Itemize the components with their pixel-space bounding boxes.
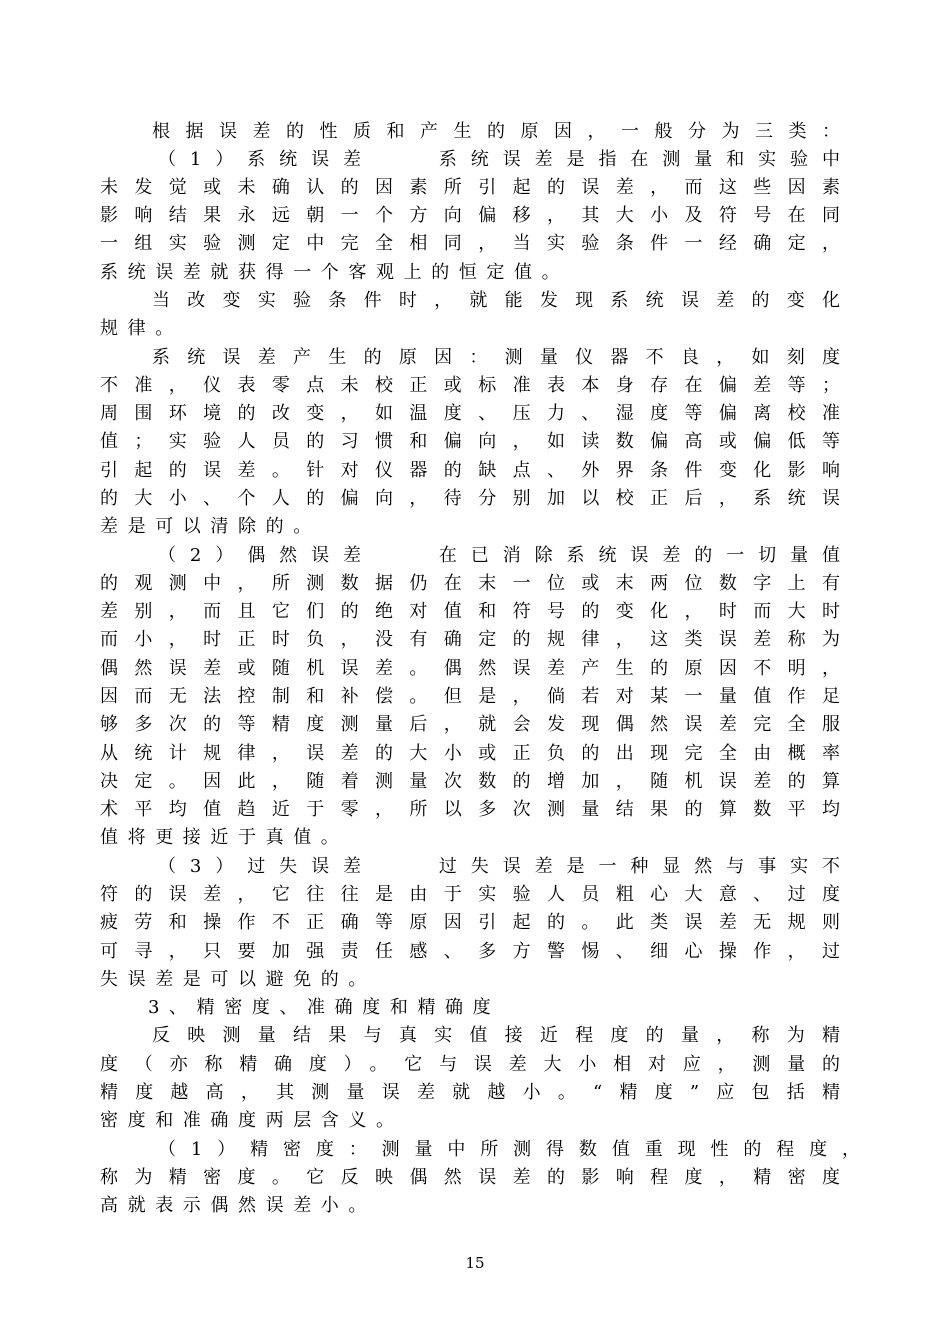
text-line: 差别，而且它们的绝对值和符号的变化，时而大时 <box>100 601 840 622</box>
text-line: 而小，时正时负，没有确定的规律，这类误差称为 <box>100 629 840 650</box>
text-line: 值；实验人员的习惯和偏向，如读数偏高或偏低等 <box>100 431 840 452</box>
text-line: 可寻，只要加强责任感、多方警惕、细心操作，过 <box>100 941 840 962</box>
text-line: 引起的误差。针对仪器的缺点、外界条件变化影响 <box>100 460 840 481</box>
text-line: 高就表示偶然误差小。 <box>100 1195 376 1216</box>
text-line: 周围环境的改变，如温度、压力、湿度等偏离校准 <box>100 403 840 424</box>
text-line: 反映测量结果与真实值接近程度的量，称为精 <box>152 1025 840 1046</box>
text-line: 影响结果永远朝一个方向偏移，其大小及符号在同 <box>100 205 840 226</box>
text-line: 符的误差，它往往是由于实验人员粗心大意、过度 <box>100 884 840 905</box>
text-line: 系统误差产生的原因：测量仪器不良，如刻度 <box>152 347 840 368</box>
text-line: 值将更接近于真值。 <box>100 827 349 848</box>
text-line: 不准，仪表零点未校正或标准表本身存在偏差等； <box>100 375 840 396</box>
text-line: 根据误差的性质和产生的原因，一般分为三类： <box>152 121 840 142</box>
text-line: 密度和准确度两层含义。 <box>100 1110 404 1131</box>
text-line: 当改变实验条件时，就能发现系统误差的变化 <box>152 290 840 311</box>
text-line: 因而无法控制和补偿。但是，倘若对某一量值作足 <box>100 686 840 707</box>
text-line: 从统计规律，误差的大小或正负的出现完全由概率 <box>100 743 840 764</box>
text-line: （3）过失误差 过失误差是一种显然与事实不 <box>158 856 840 877</box>
text-line: 规律。 <box>100 318 183 339</box>
text-line: 系统误差就获得一个客观上的恒定值。 <box>100 262 570 283</box>
text-line: 失误差是可以避免的。 <box>100 969 376 990</box>
text-line: 疲劳和操作不正确等原因引起的。此类误差无规则 <box>100 912 840 933</box>
text-line: 精度越高，其测量误差就越小。“精度”应包括精 <box>100 1082 840 1103</box>
section-heading: 3、精密度、准确度和精确度 <box>148 997 501 1018</box>
text-line: 偶然误差或随机误差。偶然误差产生的原因不明， <box>100 658 840 679</box>
text-line: 称为精密度。它反映偶然误差的影响程度，精密度 <box>100 1167 840 1188</box>
text-line: 够多次的等精度测量后，就会发现偶然误差完全服 <box>100 714 840 735</box>
text-line: 度（亦称精确度）。它与误差大小相对应，测量的 <box>100 1054 840 1075</box>
text-line: （1）精密度：测量中所测得数值重现性的程度， <box>158 1139 860 1160</box>
text-line: 未发觉或未确认的因素所引起的误差，而这些因素 <box>100 177 840 198</box>
text-line: 术平均值趋近于零，所以多次测量结果的算数平均 <box>100 799 840 820</box>
text-line: 差是可以清除的。 <box>100 516 321 537</box>
text-line: 的观测中，所测数据仍在末一位或末两位数字上有 <box>100 573 840 594</box>
text-line: （1）系统误差 系统误差是指在测量和实验中 <box>158 149 840 170</box>
text-line: （2）偶然误差 在已消除系统误差的一切量值 <box>158 545 840 566</box>
text-line: 决定。因此，随着测量次数的增加，随机误差的算 <box>100 771 840 792</box>
page-number: 15 <box>465 1254 485 1272</box>
text-line: 一组实验测定中完全相同，当实验条件一经确定， <box>100 233 840 254</box>
text-line: 的大小、个人的偏向，待分别加以校正后，系统误 <box>100 488 840 509</box>
